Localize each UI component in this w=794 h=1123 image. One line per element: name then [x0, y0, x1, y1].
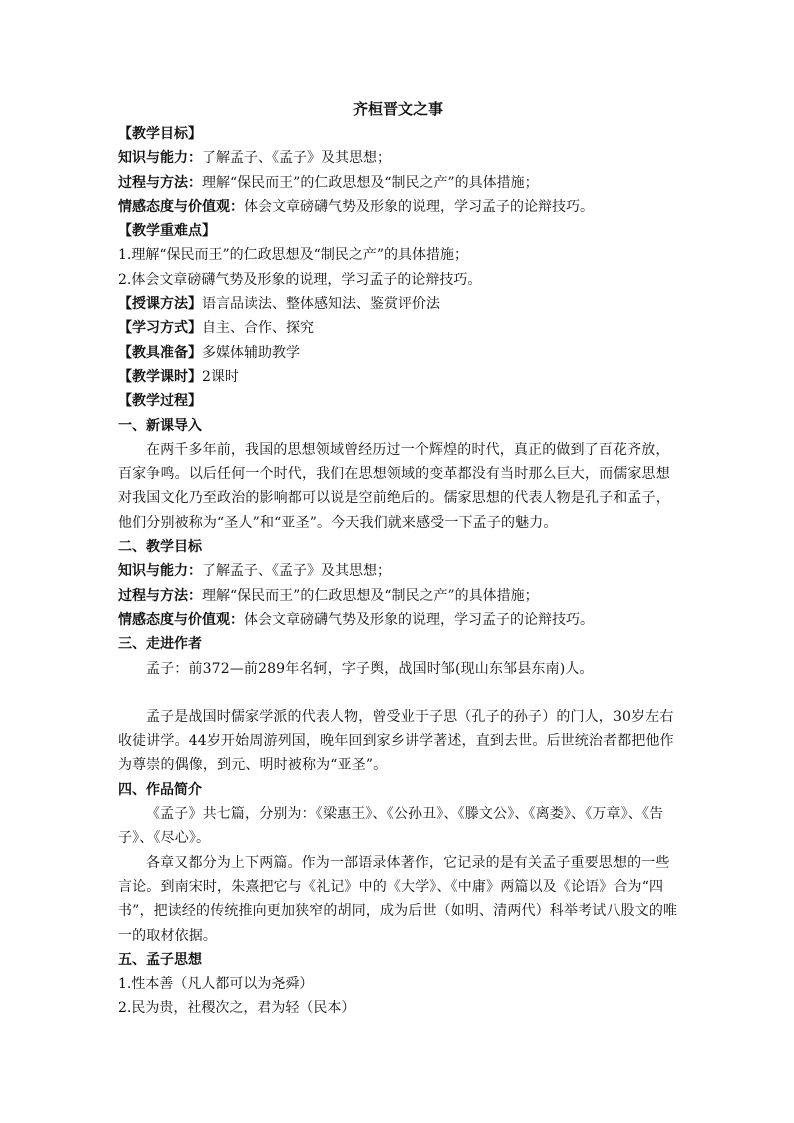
author-intro-paragraph: 孟子：前372—前289年名轲，字子舆，战国时邹(现山东邹县东南)人。 — [146, 660, 594, 677]
goal-line — [118, 146, 678, 170]
section-header-process: 【教学过程】 — [118, 393, 202, 410]
document-page — [118, 96, 678, 1021]
section-4-header: 四、作品简介 — [118, 781, 202, 798]
goal-text: 体会文章磅礴气势及形象的说理，学习孟子的论辩技巧。 — [244, 611, 594, 628]
document-title: 齐桓晋文之事 — [352, 100, 443, 118]
info-line — [118, 365, 678, 389]
goal-line — [118, 584, 678, 608]
goal-line — [118, 608, 678, 632]
info-text: 语言品读法、整体感知法、鉴赏评价法 — [202, 296, 440, 313]
thought-item: 2.民为贵，社稷次之，君为轻（民本） — [118, 1000, 356, 1017]
section-5-header: 五、孟子思想 — [118, 951, 202, 968]
work-chapters-paragraph: 《孟子》共七篇，分别为：《梁惠王》、《公孙丑》、《滕文公》、《离娄》、《万章》、《告子》、《尽心》。 — [118, 806, 664, 847]
info-line — [118, 292, 678, 316]
section-1-paragraph: 在两千多年前，我国的思想领域曾经历过一个辉煌的时代，真正的做到了百花齐放，百家争鸣。以后任何一个时代，我们在思想领域的变革都没有当时那么巨大，而儒家思想对我国文化乃至政治的影响都可以说是空前绝后的。儒家思想的代表人物是孔子和孟子，他们分别被称为“圣人”和“亚圣”。今天我们就来感受一下孟子的魅力。 — [118, 441, 670, 531]
goal-line — [118, 559, 678, 583]
info-label: 【学习方式】 — [118, 320, 202, 337]
author-bio-paragraph: 孟子是战国时儒家学派的代表人物，曾受业于子思（孔子的孙子）的门人，30岁左右收徒讲学。44岁开始周游列国，晚年回到家乡讲学著述，直到去世。后世统治者都把他作为尊崇的偶像，到元、明时被称为“亚圣”。 — [118, 708, 674, 774]
blank-line — [118, 681, 678, 705]
goal-label: 情感态度与价值观： — [118, 198, 244, 215]
section-header-key-points: 【教学重难点】 — [118, 223, 216, 240]
section-header-goals: 【教学目标】 — [118, 126, 202, 142]
info-text: 多媒体辅助教学 — [202, 344, 300, 361]
info-text: 2课时 — [202, 368, 239, 385]
info-label: 【授课方法】 — [118, 296, 202, 313]
goal-text: 理解“保民而王”的仁政思想及“制民之产”的具体措施； — [202, 174, 539, 191]
goal-label: 过程与方法： — [118, 587, 202, 604]
info-text: 自主、合作、探究 — [202, 320, 314, 337]
goal-label: 知识与能力： — [118, 563, 202, 580]
section-2-header: 二、教学目标 — [118, 539, 202, 556]
goal-text: 了解孟子、《孟子》及其思想； — [202, 563, 391, 580]
goal-label: 情感态度与价值观： — [118, 611, 244, 628]
goal-label: 知识与能力： — [118, 150, 202, 167]
work-description-paragraph: 各章又都分为上下两篇。作为一部语录体著作，它记录的是有关孟子重要思想的一些言论。到南宋时，朱熹把它与《礼记》中的《大学》、《中庸》两篇以及《论语》合为“四书”，把读经的传统推向更加狭窄的胡同，成为后世（如明、清两代）科举考试八股文的唯一的取材依据。 — [118, 854, 678, 944]
goal-text: 了解孟子、《孟子》及其思想； — [202, 150, 391, 167]
section-3-header: 三、走进作者 — [118, 636, 202, 653]
key-point-item: 2.体会文章磅礴气势及形象的说理，学习孟子的论辩技巧。 — [118, 271, 482, 288]
thought-item: 1.性本善（凡人都可以为尧舜） — [118, 976, 314, 993]
info-line — [118, 341, 678, 365]
info-label: 【教学课时】 — [118, 368, 202, 385]
info-label: 【教具准备】 — [118, 344, 202, 361]
section-1-header: 一、新课导入 — [118, 417, 202, 434]
goal-line — [118, 171, 678, 195]
goal-label: 过程与方法： — [118, 174, 202, 191]
goal-text: 理解“保民而王”的仁政思想及“制民之产”的具体措施； — [202, 587, 539, 604]
goal-text: 体会文章磅礴气势及形象的说理，学习孟子的论辩技巧。 — [244, 198, 594, 215]
key-point-item: 1.理解“保民而王”的仁政思想及“制民之产”的具体措施； — [118, 247, 468, 264]
info-line — [118, 316, 678, 340]
goal-line — [118, 195, 678, 219]
